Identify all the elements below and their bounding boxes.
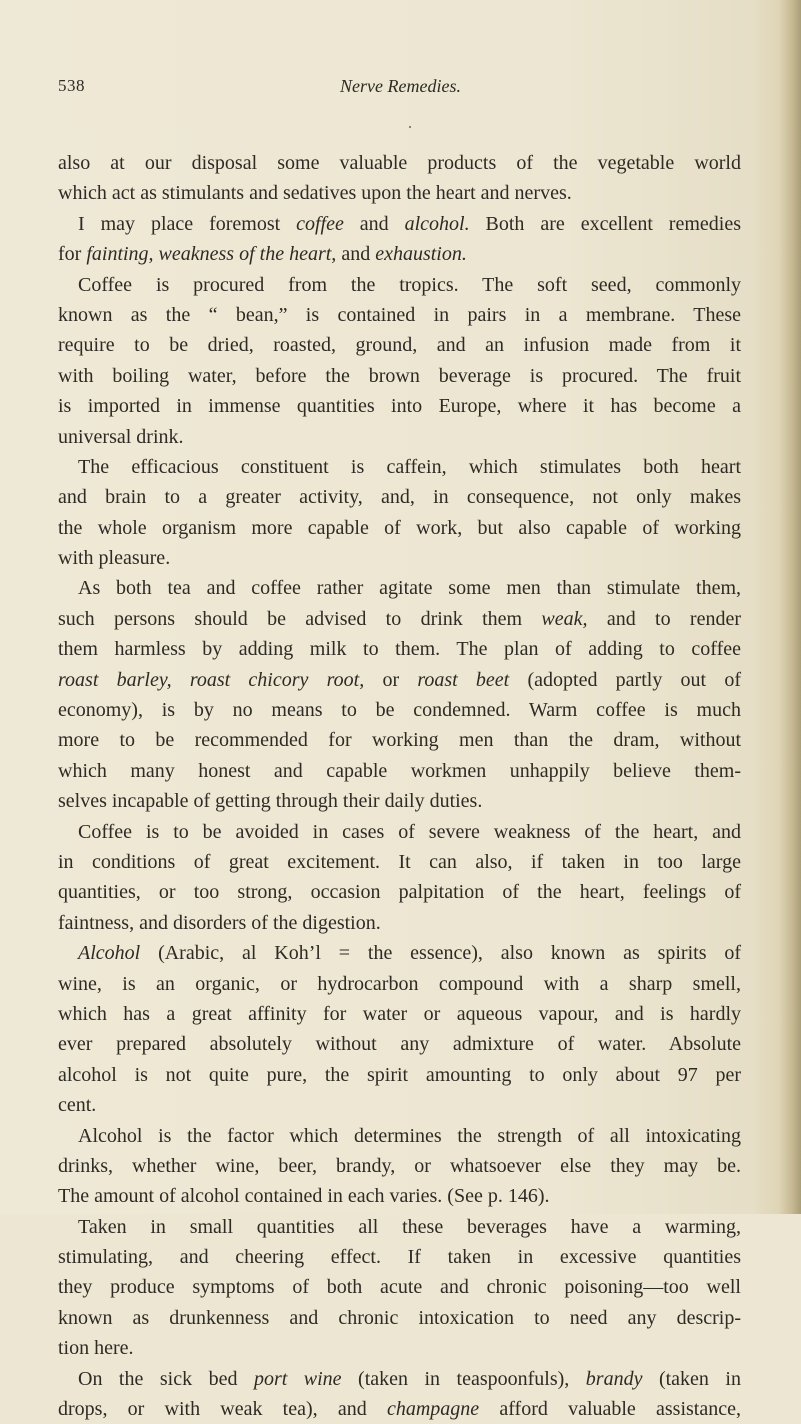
italic-text: fainting, weakness of the heart,: [86, 243, 337, 266]
italic-text: Alcohol: [78, 942, 141, 965]
printer-mark: [409, 126, 411, 128]
text-line: [58, 361, 741, 391]
text-line: [58, 482, 741, 512]
italic-text: exhaustion.: [375, 243, 467, 266]
text-segment: (adopted partly out of: [509, 668, 741, 691]
text-segment: selves incapable of getting through their daily duties.: [58, 790, 483, 813]
italic-text: roast barley, roast chicory root,: [58, 668, 365, 691]
text-segment: require to be dried, roasted, ground, and an infusion made from it: [58, 334, 741, 357]
text-line: [58, 725, 741, 755]
text-segment: them harmless by adding milk to them. The plan of adding to coffee: [58, 638, 741, 661]
text-segment: afford valuable assistance,: [479, 1398, 741, 1421]
text-line: [58, 1212, 741, 1242]
text-line: [58, 300, 741, 330]
text-line: [58, 178, 741, 208]
text-segment: which act as stimulants and sedatives upon the heart and nerves.: [58, 182, 572, 205]
text-line: [58, 1151, 741, 1181]
text-segment: and: [336, 243, 376, 266]
text-segment: Coffee is to be avoided in cases of severe weakness of the heart, and: [78, 820, 741, 843]
text-segment: alcohol is not quite pure, the spirit amounting to only about 97 per: [58, 1063, 741, 1086]
page-header: [0, 76, 801, 100]
text-line: [58, 1303, 741, 1333]
italic-text: roast beet: [417, 668, 510, 691]
text-line: [58, 634, 741, 664]
text-line: [58, 786, 741, 816]
text-segment: drinks, whether wine, beer, brandy, or whatsoever else they may be.: [58, 1154, 741, 1177]
text-segment: also at our disposal some valuable products of the vegetable world: [58, 152, 741, 174]
text-segment: and to render: [587, 607, 741, 630]
running-title: Nerve Remedies.: [340, 76, 461, 96]
text-segment: economy), is by no means to be condemned. Warm coffee is much: [58, 699, 741, 722]
text-segment: Both are excellent remedies: [469, 212, 741, 235]
text-line: [58, 513, 741, 543]
text-line: [58, 1121, 741, 1151]
text-segment: faintness, and disorders of the digestion.: [58, 911, 381, 934]
page-number: 538: [58, 76, 85, 95]
text-line: [58, 969, 741, 999]
text-line: [58, 391, 741, 421]
text-segment: ever prepared absolutely without any admixture of water. Absolute: [58, 1033, 741, 1056]
italic-text: coffee: [296, 212, 344, 235]
text-segment: known as drunkenness and chronic intoxication to need any descrip-: [58, 1306, 741, 1329]
text-segment: Coffee is procured from the tropics. The soft seed, commonly: [78, 273, 741, 296]
text-segment: quantities, or too strong, occasion palpitation of the heart, feelings of: [58, 881, 741, 904]
text-line: [58, 1364, 741, 1394]
text-segment: with boiling water, before the brown beverage is procured. The fruit: [58, 364, 741, 387]
text-segment: I may place foremost: [78, 212, 297, 235]
text-segment: the whole organism more capable of work, but also capable of working: [58, 516, 741, 539]
text-line: [58, 695, 741, 725]
text-line: [58, 1333, 741, 1363]
text-line: [58, 1090, 741, 1120]
text-segment: and: [343, 212, 405, 235]
text-segment: tion here.: [58, 1337, 134, 1360]
text-line: [58, 422, 741, 452]
text-segment: universal drink.: [58, 425, 184, 448]
text-segment: which has a great affinity for water or aqueous vapour, and is hardly: [58, 1002, 741, 1025]
text-segment: is imported in immense quantities into Europe, where it has become a: [58, 395, 741, 418]
text-line: [58, 1060, 741, 1090]
text-line: [58, 239, 741, 269]
text-line: [58, 756, 741, 786]
text-line: [58, 604, 741, 634]
text-segment: wine, is an organic, or hydrocarbon compound with a sharp smell,: [58, 972, 741, 995]
text-segment: Taken in small quantities all these beverages have a warming,: [78, 1215, 741, 1238]
text-segment: As both tea and coffee rather agitate some men than stimulate them,: [78, 577, 741, 600]
text-segment: and brain to a greater activity, and, in consequence, not only makes: [58, 486, 741, 509]
body-text: [58, 148, 741, 1424]
italic-text: alcohol.: [404, 212, 470, 235]
text-line: [58, 908, 741, 938]
italic-text: weak,: [541, 607, 588, 630]
text-segment: (Arabic, al Koh’l = the essence), also known as spirits of: [140, 942, 741, 965]
text-segment: more to be recommended for working men than the dram, without: [58, 729, 741, 752]
text-segment: or: [364, 668, 418, 691]
text-segment: (taken in teaspoonfuls),: [341, 1367, 586, 1390]
text-line: [58, 270, 741, 300]
page-edge-shadow: [779, 0, 801, 1214]
text-segment: with pleasure.: [58, 547, 171, 570]
text-line: [58, 452, 741, 482]
text-line: [58, 330, 741, 360]
text-line: [58, 1029, 741, 1059]
text-segment: such persons should be advised to drink them: [58, 607, 542, 630]
text-line: [58, 665, 741, 695]
text-segment: On the sick bed: [78, 1367, 254, 1390]
text-line: [58, 847, 741, 877]
text-line: [58, 877, 741, 907]
text-line: [58, 1181, 741, 1211]
italic-text: champagne: [386, 1398, 480, 1421]
text-segment: cent.: [58, 1094, 97, 1117]
text-segment: which many honest and capable workmen unhappily believe them-: [58, 759, 741, 782]
text-segment: The efficacious constituent is caffein, which stimulates both heart: [78, 455, 741, 478]
text-segment: (taken in: [642, 1367, 741, 1390]
text-line: [58, 209, 741, 239]
italic-text: brandy: [585, 1367, 643, 1390]
text-segment: Alcohol is the factor which determines the strength of all intoxicating: [78, 1124, 741, 1147]
text-line: [58, 1242, 741, 1272]
text-line: [58, 817, 741, 847]
text-line: [58, 1394, 741, 1424]
italic-text: port wine: [253, 1367, 342, 1390]
text-segment: they produce symptoms of both acute and chronic poisoning—too well: [58, 1276, 741, 1299]
text-segment: The amount of alcohol contained in each varies. (See p. 146).: [58, 1185, 550, 1208]
text-line: [58, 1272, 741, 1302]
text-line: [58, 999, 741, 1029]
text-segment: known as the “ bean,” is contained in pairs in a membrane. These: [58, 303, 741, 326]
text-line: [58, 573, 741, 603]
text-segment: for: [58, 243, 87, 266]
text-line: [58, 543, 741, 573]
text-segment: in conditions of great excitement. It can also, if taken in too large: [58, 850, 741, 873]
text-segment: drops, or with weak tea), and: [58, 1398, 387, 1421]
text-line: [58, 148, 741, 178]
text-line: [58, 938, 741, 968]
text-segment: stimulating, and cheering effect. If taken in excessive quantities: [58, 1246, 741, 1269]
